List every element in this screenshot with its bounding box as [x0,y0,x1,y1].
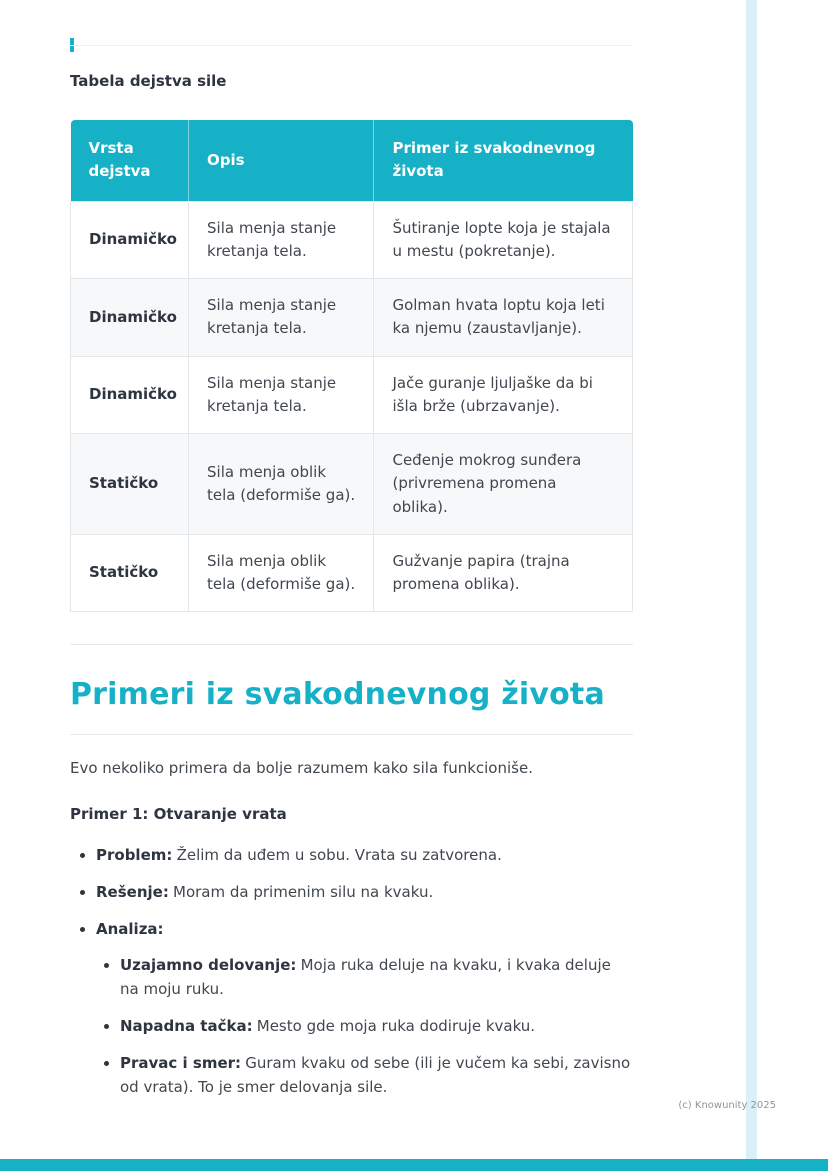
table-row [71,534,633,612]
cell-vrsta: Dinamičko [71,356,189,434]
bullet-text: Guram kvaku od sebe (ili je vučem ka sebi, zavisno od vrata). To je smer delovanja sile. [120,1053,631,1096]
list-item-pravac-i-smer [120,1051,633,1099]
bullet-text: Želim da uđem u sobu. Vrata su zatvorena. [176,845,502,864]
cell-opis: Sila menja stanje kretanja tela. [189,279,374,357]
cell-opis: Sila menja stanje kretanja tela. [189,201,374,279]
section-title: Primeri iz svakodnevnog života [70,677,605,713]
force-effects-table [70,120,633,612]
cell-primer: Ceđenje mokrog sunđera (privremena promena oblika). [374,434,633,535]
table-row [71,434,633,535]
cell-vrsta: Statičko [71,534,189,612]
list-item-resenje [96,880,633,904]
cell-opis: Sila menja stanje kretanja tela. [189,356,374,434]
table-row [71,279,633,357]
bullet-text: Moram da primenim silu na kvaku. [173,882,434,901]
bullet-label: Napadna tačka: [120,1016,253,1035]
table-row [71,201,633,279]
list-item-analiza [96,917,633,1099]
scrollbar-track[interactable] [746,0,757,1159]
bullet-label: Rešenje: [96,882,169,901]
cell-primer: Golman hvata loptu koja leti ka njemu (zaustavljanje). [374,279,633,357]
sub-bullet-list [96,953,633,1099]
bullet-label: Pravac i smer: [120,1053,242,1072]
bullet-text: Moja ruka deluje na kvaku, i kvaka deluje na moju ruku. [120,955,611,998]
cell-primer: Šutiranje lopte koja je stajala u mestu (pokretanje). [374,201,633,279]
table-header-opis: Opis [189,120,374,201]
table-caption: Tabela dejstva sile [70,72,227,90]
title-underline-divider [70,734,633,735]
cell-primer: Gužvanje papira (trajna promena oblika). [374,534,633,612]
table-header-row [71,120,633,201]
list-item-napadna-tacka [120,1014,633,1038]
cell-vrsta: Statičko [71,434,189,535]
bullet-label: Problem: [96,845,173,864]
bottom-accent-bar [0,1159,828,1171]
bullet-label: Uzajamno delovanje: [120,955,297,974]
table-header-primer: Primer iz svakodnevnog života [374,120,633,201]
cell-opis: Sila menja oblik tela (deformiše ga). [189,434,374,535]
bullet-label: Analiza: [96,919,164,938]
section-divider [70,644,633,645]
bullet-text: Mesto gde moja ruka dodiruje kvaku. [256,1016,536,1035]
example-heading: Primer 1: Otvaranje vrata [70,804,287,823]
list-item-problem [96,843,633,867]
copyright-text: (c) Knowunity 2025 [678,1100,776,1111]
content-area [70,0,633,1112]
cell-vrsta: Dinamičko [71,279,189,357]
cell-opis: Sila menja oblik tela (deformiše ga). [189,534,374,612]
intro-paragraph: Evo nekoliko primera da bolje razumem kako sila funkcioniše. [70,759,533,778]
table-row [71,356,633,434]
bullet-list [70,843,633,1099]
table-header-vrsta: Vrsta dejstva [71,120,189,201]
cell-primer: Jače guranje ljuljaške da bi išla brže (ubrzavanje). [374,356,633,434]
list-item-uzajamno-delovanje [120,953,633,1001]
cell-vrsta: Dinamičko [71,201,189,279]
